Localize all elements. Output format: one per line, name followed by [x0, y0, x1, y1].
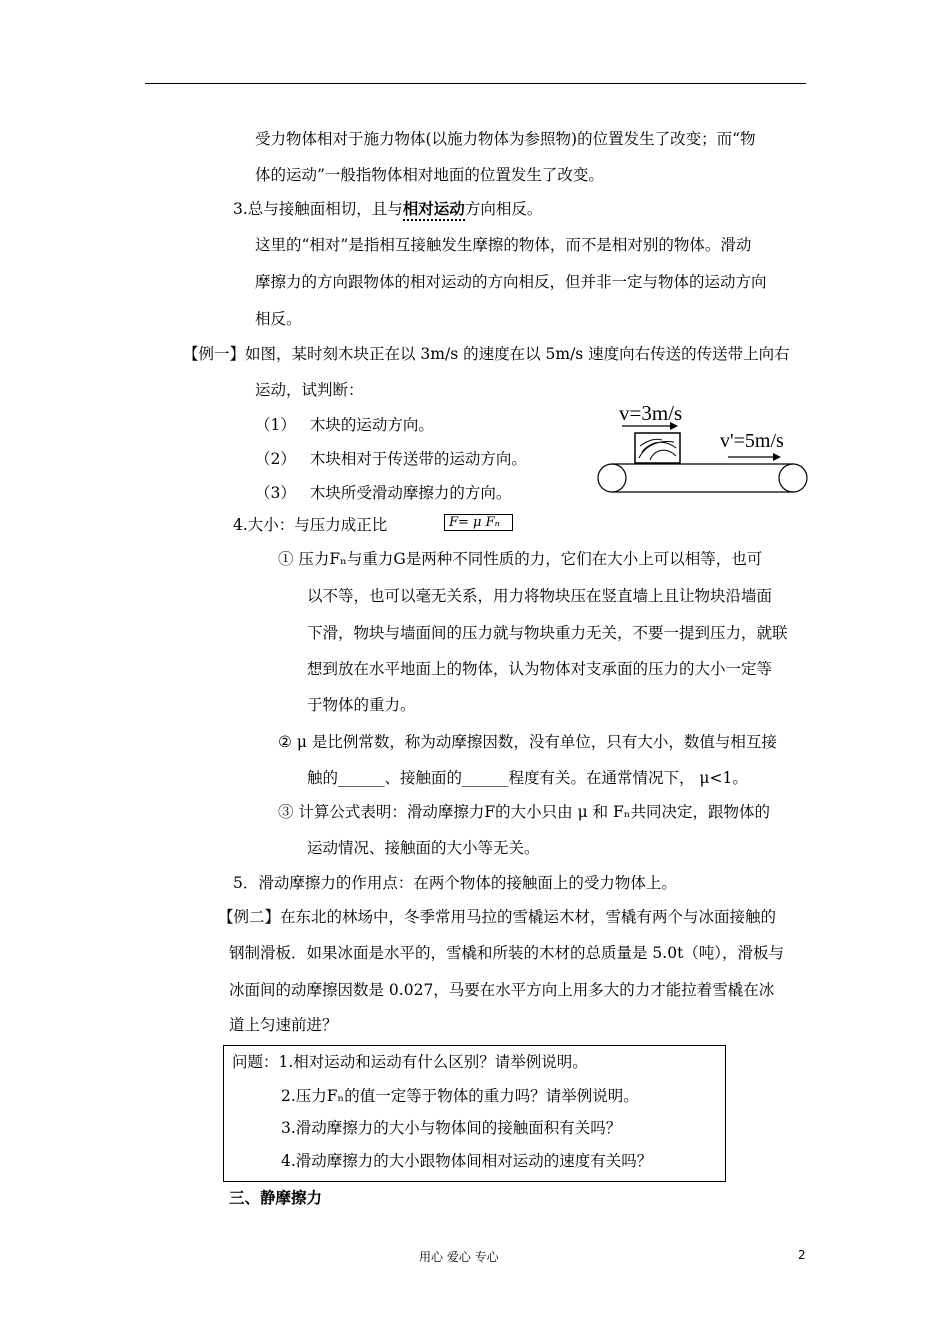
note-1-line-3: 下滑，物块与墙面间的压力就与物块重力无关，不要一提到压力，就联: [307, 624, 788, 642]
example-2-line-4: 道上匀速前进？: [229, 1016, 338, 1034]
para-3-line-1: 这里的“相对”是指相互接触发生摩擦的物体，而不是相对别的物体。滑动: [255, 236, 752, 254]
question-1: 问题：1.相对运动和运动有什么区别？请举例说明。: [232, 1053, 588, 1071]
header-rule: [145, 83, 806, 84]
para-1-line-1: 受力物体相对于施力物体(以施力物体为参照物)的位置发生了改变；而“物: [255, 130, 756, 148]
point-3-direction: [233, 197, 542, 219]
example-2-line-1: 【例二】在东北的林场中，冬季常用马拉的雪橇运木材，雪橇有两个与冰面接触的: [218, 908, 777, 926]
conveyor-belt-figure: [590, 400, 815, 500]
question-3: 3.滑动摩擦力的大小与物体间的接触面积有关吗？: [281, 1119, 622, 1137]
point-3-prefix: 3.总与接触面相切，且与: [233, 200, 403, 218]
note-2-line-1: ② μ 是比例常数，称为动摩擦因数，没有单位，只有大小，数值与相互接: [278, 733, 777, 751]
wooden-block: [635, 433, 680, 463]
example-1-item-3: [255, 481, 511, 503]
item-number: （1）: [255, 416, 296, 434]
point-4-heading: 4.大小：与压力成正比: [233, 516, 388, 534]
belt-arrowhead: [773, 453, 781, 461]
question-2: 2.压力Fₙ的值一定等于物体的重力吗？请举例说明。: [281, 1087, 639, 1105]
note-1-line-4: 想到放在水平地面上的物体，认为物体对支承面的压力的大小一定等: [307, 660, 773, 678]
example-1-item-1: [255, 413, 434, 435]
example-1-line-2: 运动，试判断：: [255, 381, 364, 399]
point-3-emphasis: 相对运动: [403, 200, 465, 221]
section-3-heading: 三、静摩擦力: [229, 1189, 323, 1207]
example-1-line-1: 【例一】如图，某时刻木块正在以 3m/s 的速度在以 5m/s 速度向右传送的传送带上向右: [183, 345, 790, 363]
point-5: 5．滑动摩擦力的作用点：在两个物体的接触面上的受力物体上。: [233, 874, 677, 892]
para-1-line-2: 体的运动”一般指物体相对地面的位置发生了改变。: [255, 166, 604, 184]
footer-slogan: 用心 爱心 专心: [419, 1250, 499, 1264]
friction-formula: F= μ Fₙ: [444, 514, 513, 531]
note-1-line-1: ① 压力Fₙ与重力G是两种不同性质的力，它们在大小上可以相等，也可: [278, 550, 763, 568]
para-3-line-2: 摩擦力的方向跟物体的相对运动的方向相反，但并非一定与物体的运动方向: [255, 273, 767, 291]
question-4: 4.滑动摩擦力的大小跟物体间相对运动的速度有关吗？: [281, 1152, 653, 1170]
page-number: 2: [798, 1248, 806, 1262]
note-1-line-2: 以不等，也可以毫无关系，用力将物块压在竖直墙上且让物块沿墙面: [307, 587, 773, 605]
item-text: 木块所受滑动摩擦力的方向。: [309, 484, 512, 502]
belt-velocity-label: v'=5m/s: [720, 430, 784, 452]
note-2-line-2: 触的______、接触面的______程度有关。在通常情况下， μ<1。: [307, 769, 748, 787]
example-2-line-3: 冰面间的动摩擦因数是 0.027，马要在水平方向上用多大的力才能拉着雪橇在冰: [229, 981, 775, 999]
item-number: （3）: [255, 484, 296, 502]
right-roller: [779, 464, 807, 492]
item-text: 木块相对于传送带的运动方向。: [309, 450, 527, 468]
note-1-line-5: 于物体的重力。: [307, 696, 416, 714]
example-1-item-2: [255, 447, 527, 469]
item-number: （2）: [255, 450, 296, 468]
block-velocity-label: v=3m/s: [619, 401, 683, 425]
left-roller: [598, 464, 626, 492]
item-text: 木块的运动方向。: [309, 416, 434, 434]
note-3-line-1: ③ 计算公式表明：滑动摩擦力F的大小只由 μ 和 Fₙ共同决定，跟物体的: [278, 803, 770, 821]
example-2-line-2: 钢制滑板．如果冰面是水平的，雪橇和所装的木材的总质量是 5.0t（吨），滑板与: [229, 944, 785, 962]
note-3-line-2: 运动情况、接触面的大小等无关。: [307, 839, 540, 857]
point-3-suffix: 方向相反。: [464, 200, 543, 218]
para-3-line-3: 相反。: [255, 310, 302, 328]
